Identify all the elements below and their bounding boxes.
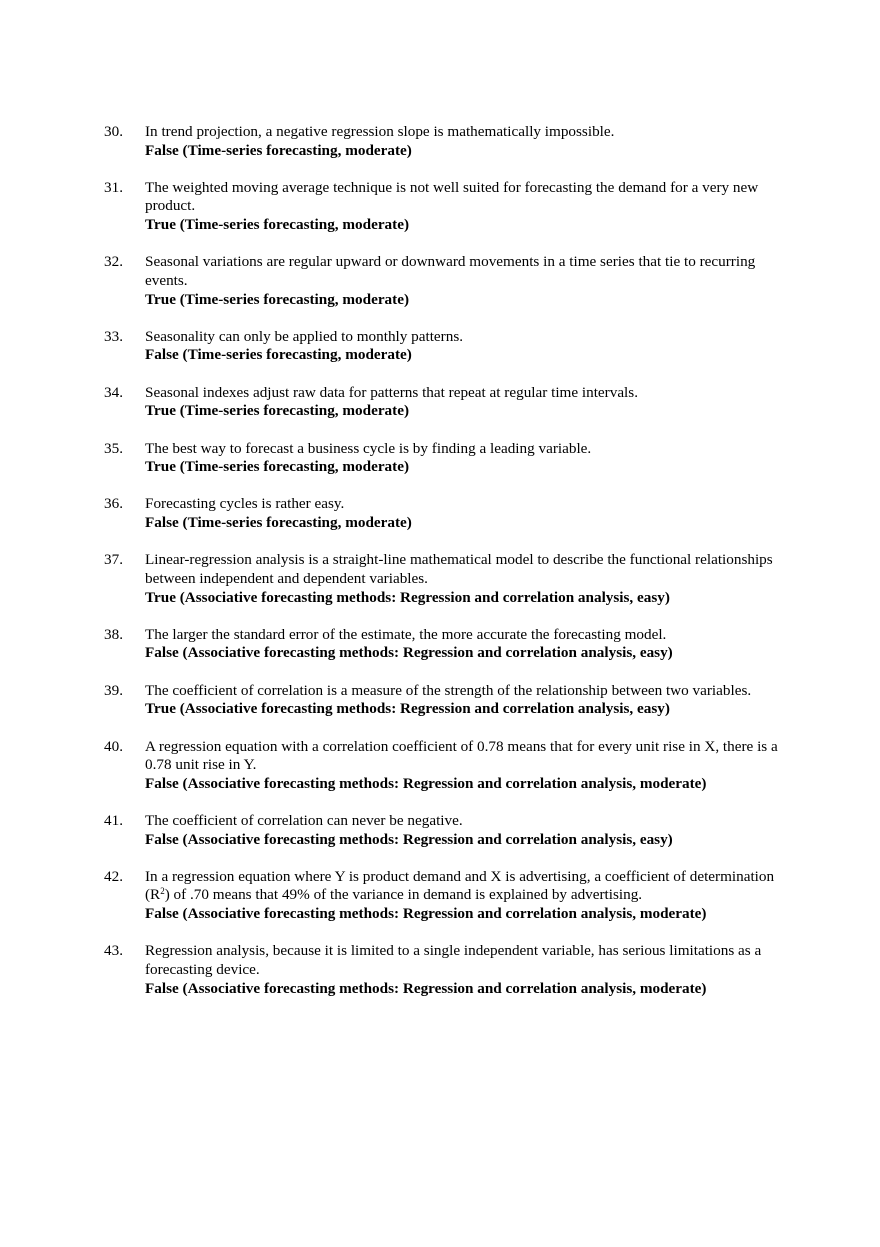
question-answer: True (Time-series forecasting, moderate) xyxy=(145,216,410,234)
question-body xyxy=(145,868,794,924)
question-number: 42. xyxy=(104,867,123,885)
question-item xyxy=(104,626,794,663)
question-number: 39. xyxy=(104,681,123,699)
question-number: 32. xyxy=(104,253,123,271)
question-text: Forecasting cycles is rather easy. xyxy=(145,495,345,513)
question-number: 30. xyxy=(104,123,123,140)
question-body xyxy=(145,495,794,532)
question-body xyxy=(145,812,794,849)
question-item xyxy=(104,440,794,477)
question-answer: True (Time-series forecasting, moderate) xyxy=(145,402,410,420)
question-number: 33. xyxy=(104,327,123,345)
question-item xyxy=(104,328,794,365)
question-body xyxy=(145,942,794,998)
question-text: Linear-regression analysis is a straight-line mathematical model to describe the functional relationships between independent and dependent variables. xyxy=(145,551,773,587)
question-item xyxy=(104,384,794,421)
question-item xyxy=(104,738,794,794)
question-text: In trend projection, a negative regression slope is mathematically impossible. xyxy=(145,123,615,140)
question-body xyxy=(145,440,794,477)
question-answer: False (Associative forecasting methods: Regression and correlation analysis, moderate) xyxy=(145,905,707,923)
question-item xyxy=(104,179,794,235)
question-text: The coefficient of correlation is a measure of the strength of the relationship between two variables. xyxy=(145,681,752,699)
question-body xyxy=(145,328,794,365)
question-text-before: In a regression equation where Y is product demand and X is advertising, a coefficient of determination (R xyxy=(145,867,775,904)
question-text: The coefficient of correlation can never be negative. xyxy=(145,812,463,829)
question-body xyxy=(145,384,794,421)
question-number: 36. xyxy=(104,495,123,513)
question-number: 34. xyxy=(104,383,123,401)
question-answer: True (Time-series forecasting, moderate) xyxy=(145,290,410,308)
question-body xyxy=(145,682,794,719)
question-body xyxy=(145,179,794,235)
question-item xyxy=(104,868,794,924)
question-item xyxy=(104,942,794,998)
question-answer: False (Associative forecasting methods: Regression and correlation analysis, moderate) xyxy=(145,979,707,997)
question-item xyxy=(104,123,794,160)
question-text: The larger the standard error of the estimate, the more accurate the forecasting model. xyxy=(145,625,667,643)
question-answer: False (Associative forecasting methods: Regression and correlation analysis, easy) xyxy=(145,644,673,662)
question-body xyxy=(145,551,794,607)
question-text: Seasonality can only be applied to monthly patterns. xyxy=(145,327,464,345)
question-answer: True (Associative forecasting methods: Regression and correlation analysis, easy) xyxy=(145,700,670,718)
question-answer: False (Associative forecasting methods: Regression and correlation analysis, moderate) xyxy=(145,774,707,792)
question-body xyxy=(145,123,794,160)
question-text: The best way to forecast a business cycle is by finding a leading variable. xyxy=(145,439,592,457)
question-number: 37. xyxy=(104,551,123,569)
question-answer: False (Time-series forecasting, moderate) xyxy=(145,141,412,159)
question-text xyxy=(145,868,794,905)
question-number: 38. xyxy=(104,625,123,643)
question-text: Seasonal variations are regular upward or downward movements in a time series that tie to recurring events. xyxy=(145,253,756,289)
question-number: 40. xyxy=(104,737,123,755)
question-answer: False (Time-series forecasting, moderate) xyxy=(145,514,412,532)
question-body xyxy=(145,738,794,794)
question-answer: True (Associative forecasting methods: Regression and correlation analysis, easy) xyxy=(145,588,670,606)
question-answer: True (Time-series forecasting, moderate) xyxy=(145,458,410,476)
question-text: A regression equation with a correlation coefficient of 0.78 means that for every unit rise in X, there is a 0.78 unit rise in Y. xyxy=(145,737,778,774)
question-text: Regression analysis, because it is limited to a single independent variable, has serious limitations as a forecasting device. xyxy=(145,942,762,978)
question-text: Seasonal indexes adjust raw data for patterns that repeat at regular time intervals. xyxy=(145,383,638,401)
question-item xyxy=(104,812,794,849)
question-item xyxy=(104,253,794,309)
question-number: 41. xyxy=(104,812,123,829)
question-number: 31. xyxy=(104,178,123,196)
question-text: The weighted moving average technique is not well suited for forecasting the demand for a very new product. xyxy=(145,178,759,215)
question-body xyxy=(145,253,794,309)
question-answer: False (Time-series forecasting, moderate) xyxy=(145,346,412,364)
question-number: 43. xyxy=(104,942,123,960)
question-item xyxy=(104,682,794,719)
question-answer: False (Associative forecasting methods: Regression and correlation analysis, easy) xyxy=(145,830,673,848)
question-list xyxy=(104,123,794,1017)
question-number: 35. xyxy=(104,439,123,457)
question-body xyxy=(145,626,794,663)
question-text-after: ) of .70 means that 49% of the variance in demand is explained by advertising. xyxy=(164,886,643,904)
superscript-exponent: 2 xyxy=(160,886,165,897)
question-item xyxy=(104,551,794,607)
question-item xyxy=(104,495,794,532)
